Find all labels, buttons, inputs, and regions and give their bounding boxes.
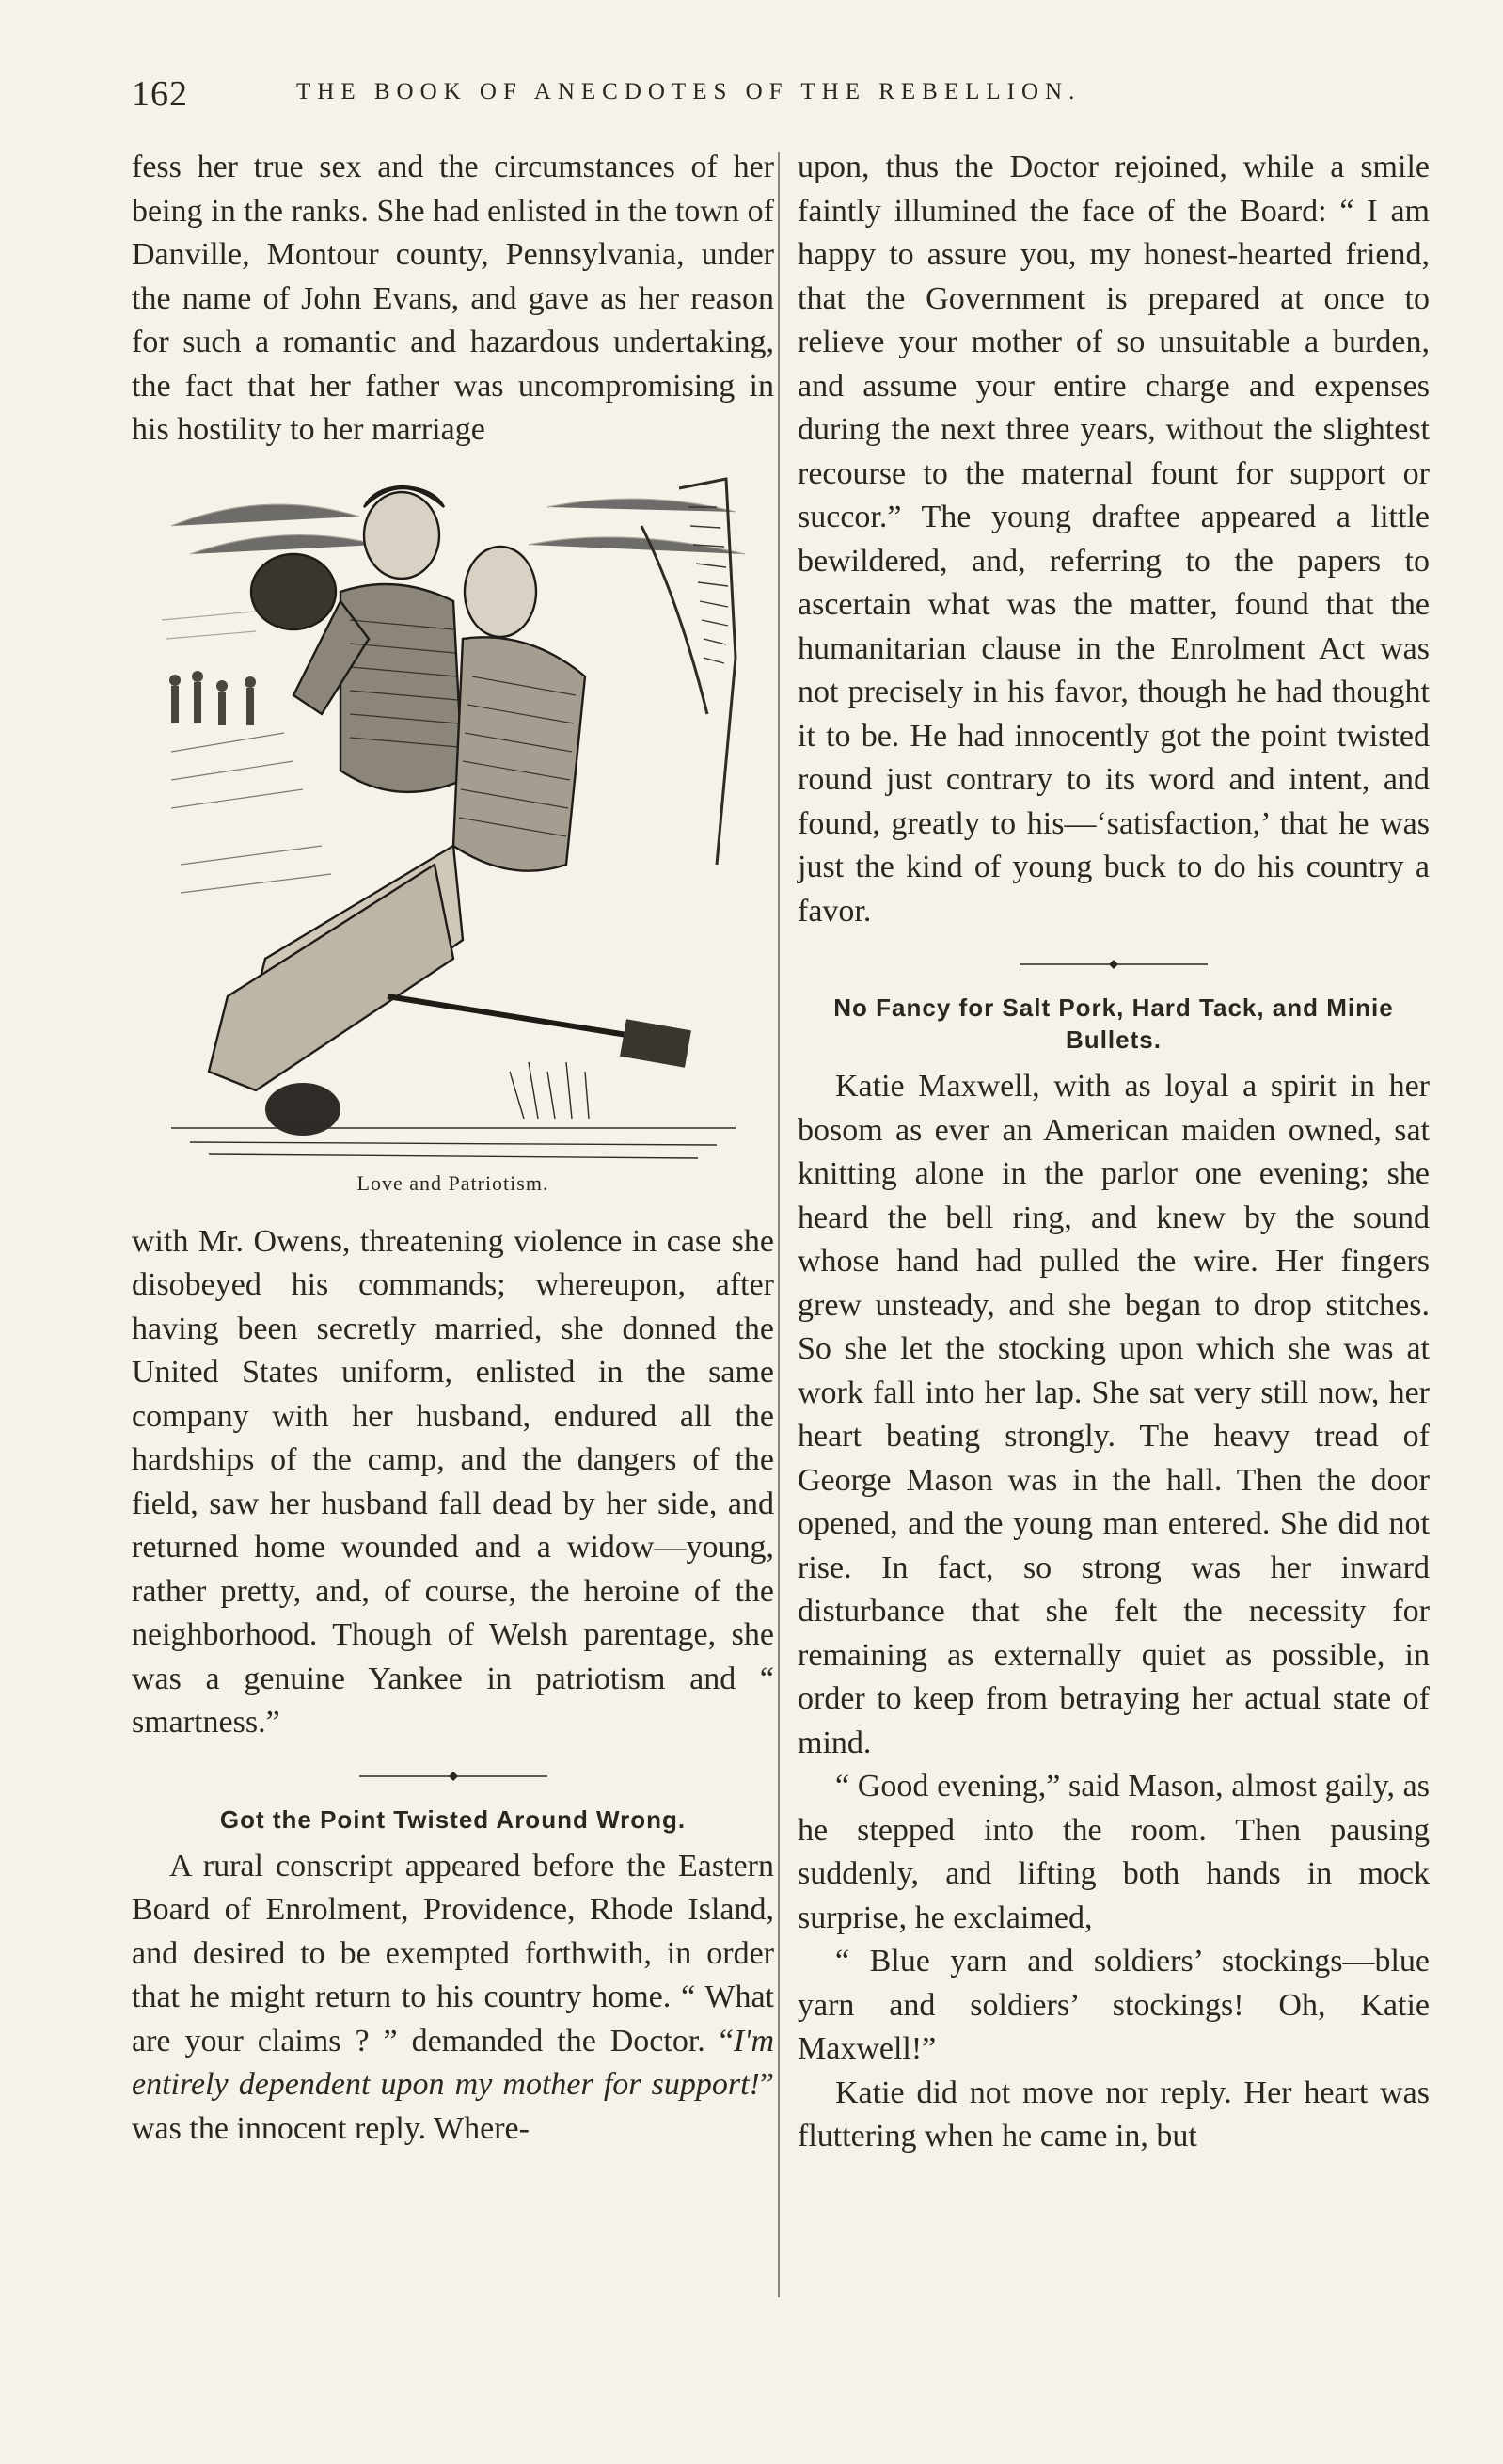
paragraph: fess her true sex and the circumstances of her being in the ranks. She had enlisted in the town of Danville, Montour county, Pennsylvania, under the name of John Evans, and gave as her reason for such a romantic and hazardous undertaking, the fact that her father was uncompromising in his hostility to her marriage bbox=[132, 150, 774, 447]
page-header bbox=[132, 73, 1289, 130]
right-column bbox=[798, 146, 1430, 2159]
section-heading: Got the Point Twisted Around Wrong. bbox=[219, 1804, 687, 1834]
paragraph: “ Blue yarn and soldiers’ stockings—blue yarn and soldiers’ stockings! Oh, Katie Maxwell!” bbox=[798, 1944, 1430, 2066]
paragraph: Katie did not move nor reply. Her heart was fluttering when he came in, but bbox=[798, 2075, 1430, 2154]
section-heading: No Fancy for Salt Pork, Hard Tack, and Minie Bullets. bbox=[833, 994, 1394, 1054]
paragraph: upon, thus the Doctor rejoined, while a smile faintly illumined the face of the Board: “ I am happy to assure you, my honest-hearted friend, that the Government is prepared at once to relieve your mother of so unsuitable a burden, and assume your entire charge and expenses during the next three years, without the slightest recourse to the maternal fount for support or succor.” The young draftee appeared a little bewildered, and, referring to the papers to ascertain what was the matter, found that the humanitarian clause in the Enrolment Act was not precisely in his favor, though he had thought it to be. He had innocently got the point twisted round just contrary to its word and intent, and found, greatly to his—‘satisfaction,’ that he was just the kind of young buck to do his country a favor. bbox=[798, 150, 1430, 929]
column-divider bbox=[778, 152, 780, 2297]
paragraph: “ Good evening,” said Mason, almost gaily, as he stepped into the room. Then pausing suddenly, and lifting both hands in mock surprise, he exclaimed, bbox=[798, 1769, 1430, 1935]
paragraph: A rural conscript appeared before the Eastern Board of Enrolment, Providence, Rhode Island, and desired to be exempted forthwith, in order that he might return to his country home. “ What are your claims ? ” demanded the Doctor. “I'm entirely dependent upon my mother for support!” was the innocent reply. Where- bbox=[132, 1848, 774, 2146]
figure-caption: Love and Patriotism. bbox=[356, 1170, 549, 1195]
illustration-figure bbox=[132, 469, 774, 1203]
running-head: THE BOOK OF ANECDOTES OF THE REBELLION. bbox=[296, 79, 1082, 104]
left-column bbox=[132, 146, 774, 2151]
page-number: 162 bbox=[132, 74, 188, 114]
section-separator bbox=[1020, 958, 1208, 971]
paragraph: with Mr. Owens, threatening violence in case she disobeyed his commands; whereupon, after having been secretly married, she donned the United States uniform, enlisted in the same company with her husband, endured all the hardships of the camp, and the dangers of the field, saw her husband fall dead by her side, and returned home wounded and a widow—young, rather pretty, and, of course, the heroine of the neighborhood. Though of Welsh parentage, she was a genuine Yankee in patriotism and “ smartness.” bbox=[132, 1223, 774, 1740]
section-separator bbox=[359, 1770, 547, 1783]
italic-quote: I'm entirely dependent upon my mother for support! bbox=[132, 2023, 774, 2102]
paragraph: Katie Maxwell, with as loyal a spirit in her bosom as ever an American maiden owned, sat knitting alone in the parlor one evening; she heard the bell ring, and knew by the sound whose hand had pulled the wire. Her fingers grew unsteady, and she began to drop stitches. So she let the stocking upon which she was at work fall into her lap. She sat very still now, her heart beating strongly. The heavy tread of George Mason was in the hall. Then the door opened, and the young man entered. She did not rise. In fact, so strong was her inward disturbance that she felt the necessity for remaining as externally quiet as possible, in order to keep from betraying her actual state of mind. bbox=[798, 1069, 1430, 1760]
engraving-illustration bbox=[152, 469, 754, 1166]
